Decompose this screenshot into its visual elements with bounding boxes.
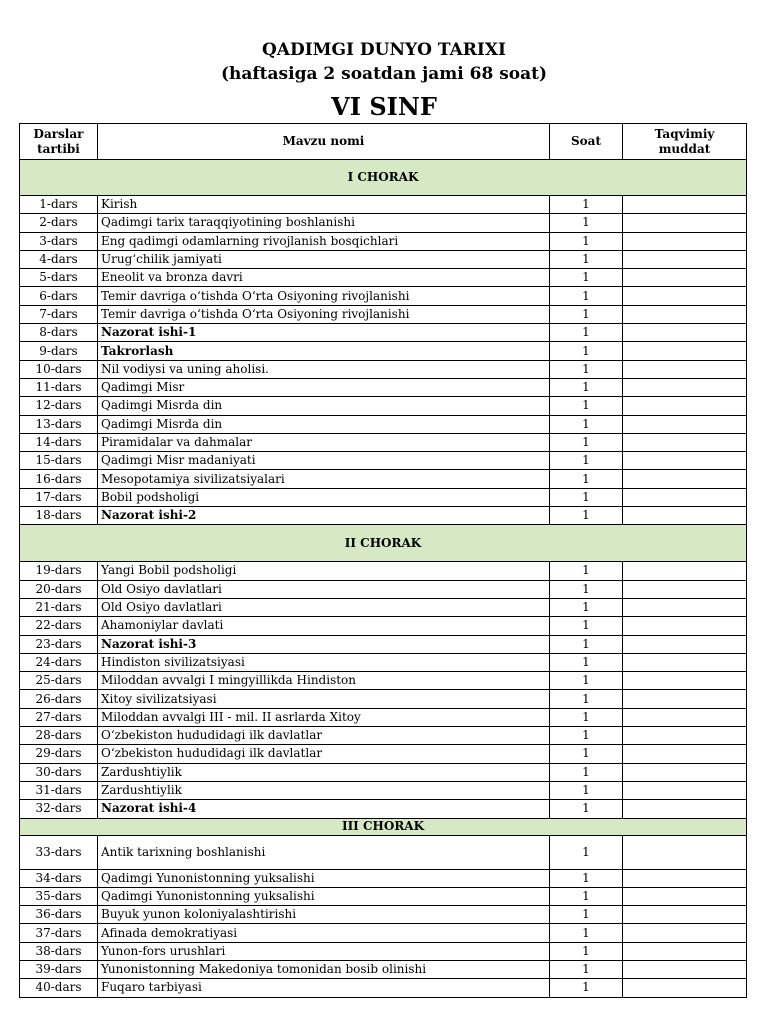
table-row — [20, 415, 747, 433]
lesson-hours: 1 — [550, 580, 623, 598]
lesson-number: 16-dars — [20, 470, 98, 488]
lesson-topic: Bobil podsholigi — [98, 488, 550, 506]
table-row — [20, 727, 747, 745]
lesson-number: 12-dars — [20, 397, 98, 415]
lesson-date-cell — [623, 672, 747, 690]
lesson-date-cell — [623, 708, 747, 726]
lesson-date-cell — [623, 507, 747, 525]
lesson-date-cell — [623, 745, 747, 763]
lesson-topic: Zardushtiylik — [98, 763, 550, 781]
lesson-date-cell — [623, 269, 747, 287]
lesson-topic: Kirish — [98, 196, 550, 214]
lesson-date-cell — [623, 470, 747, 488]
lesson-topic: Old Osiyo davlatlari — [98, 580, 550, 598]
lesson-number: 22-dars — [20, 617, 98, 635]
lesson-number: 34-dars — [20, 869, 98, 887]
lesson-date-cell — [623, 580, 747, 598]
lesson-hours: 1 — [550, 727, 623, 745]
table-row — [20, 287, 747, 305]
lesson-hours: 1 — [550, 653, 623, 671]
lesson-date-cell — [623, 781, 747, 799]
table-row — [20, 214, 747, 232]
header-calendar-date — [623, 124, 747, 160]
lesson-number: 37-dars — [20, 924, 98, 942]
table-header-row — [20, 124, 747, 160]
lesson-hours: 1 — [550, 924, 623, 942]
lesson-topic: Eneolit va bronza davri — [98, 269, 550, 287]
lesson-plan-table — [19, 123, 747, 998]
lesson-date-cell — [623, 287, 747, 305]
lesson-hours: 1 — [550, 232, 623, 250]
table-row — [20, 232, 747, 250]
lesson-hours: 1 — [550, 342, 623, 360]
document-title: QADIMGI DUNYO TARIXI — [261, 40, 506, 60]
lesson-topic: Urug‘chilik jamiyati — [98, 250, 550, 268]
lesson-hours: 1 — [550, 672, 623, 690]
table-row — [20, 598, 747, 616]
lesson-date-cell — [623, 196, 747, 214]
lesson-number: 24-dars — [20, 653, 98, 671]
table-row — [20, 800, 747, 818]
lesson-number: 11-dars — [20, 378, 98, 396]
table-row — [20, 305, 747, 323]
lesson-topic: Miloddan avvalgi III - mil. II asrlarda Xitoy — [98, 708, 550, 726]
lesson-number: 3-dars — [20, 232, 98, 250]
lesson-number: 21-dars — [20, 598, 98, 616]
lesson-date-cell — [623, 924, 747, 942]
lesson-date-cell — [623, 397, 747, 415]
lesson-topic: Miloddan avvalgi I mingyillikda Hindiston — [98, 672, 550, 690]
lesson-topic: Temir davriga o‘tishda O‘rta Osiyoning rivojlanishi — [98, 305, 550, 323]
lesson-topic: O‘zbekiston hududidagi ilk davlatlar — [98, 727, 550, 745]
header-hours: Soat — [550, 124, 623, 160]
lesson-date-cell — [623, 800, 747, 818]
lesson-hours: 1 — [550, 800, 623, 818]
lesson-hours: 1 — [550, 196, 623, 214]
table-row — [20, 942, 747, 960]
lesson-hours: 1 — [550, 835, 623, 869]
lesson-topic: Mesopotamiya sivilizatsiyalari — [98, 470, 550, 488]
lesson-date-cell — [623, 415, 747, 433]
lesson-date-cell — [623, 869, 747, 887]
table-row — [20, 835, 747, 869]
lesson-number: 36-dars — [20, 906, 98, 924]
table-body — [20, 160, 747, 998]
lesson-number: 38-dars — [20, 942, 98, 960]
lesson-number: 7-dars — [20, 305, 98, 323]
table-row — [20, 488, 747, 506]
lesson-date-cell — [623, 250, 747, 268]
lesson-topic: Qadimgi tarix taraqqiyotining boshlanishi — [98, 214, 550, 232]
lesson-date-cell — [623, 906, 747, 924]
lesson-hours: 1 — [550, 397, 623, 415]
lesson-date-cell — [623, 942, 747, 960]
lesson-hours: 1 — [550, 635, 623, 653]
lesson-date-cell — [623, 360, 747, 378]
lesson-date-cell — [623, 488, 747, 506]
table-row — [20, 869, 747, 887]
table-row — [20, 324, 747, 342]
document-subtitle: (haftasiga 2 soatdan jami 68 soat) — [220, 64, 548, 84]
lesson-date-cell — [623, 232, 747, 250]
lesson-hours: 1 — [550, 214, 623, 232]
quarter-header-row — [20, 818, 747, 835]
lesson-date-cell — [623, 635, 747, 653]
table-row — [20, 470, 747, 488]
header-lesson-order-line1: Darslar — [33, 126, 84, 141]
lesson-number: 25-dars — [20, 672, 98, 690]
lesson-hours: 1 — [550, 979, 623, 997]
lesson-number: 29-dars — [20, 745, 98, 763]
lesson-topic: Yangi Bobil podsholigi — [98, 562, 550, 580]
table-row — [20, 360, 747, 378]
table-row — [20, 960, 747, 978]
table-row — [20, 452, 747, 470]
lesson-date-cell — [623, 324, 747, 342]
lesson-topic: Xitoy sivilizatsiyasi — [98, 690, 550, 708]
lesson-topic: Yunonistonning Makedoniya tomonidan bosib olinishi — [98, 960, 550, 978]
table-row — [20, 635, 747, 653]
lesson-topic: Qadimgi Yunonistonning yuksalishi — [98, 869, 550, 887]
lesson-number: 23-dars — [20, 635, 98, 653]
lesson-number: 32-dars — [20, 800, 98, 818]
lesson-topic: Qadimgi Yunonistonning yuksalishi — [98, 887, 550, 905]
lesson-hours: 1 — [550, 942, 623, 960]
lesson-hours: 1 — [550, 305, 623, 323]
lesson-number: 27-dars — [20, 708, 98, 726]
lesson-hours: 1 — [550, 781, 623, 799]
table-row — [20, 979, 747, 997]
lesson-number: 1-dars — [20, 196, 98, 214]
table-row — [20, 672, 747, 690]
table-row — [20, 196, 747, 214]
table-row — [20, 433, 747, 451]
header-topic: Mavzu nomi — [98, 124, 550, 160]
table-row — [20, 887, 747, 905]
table-row — [20, 562, 747, 580]
table-row — [20, 745, 747, 763]
table-row — [20, 690, 747, 708]
lesson-number: 14-dars — [20, 433, 98, 451]
lesson-number: 31-dars — [20, 781, 98, 799]
lesson-date-cell — [623, 690, 747, 708]
table-row — [20, 397, 747, 415]
lesson-topic: Eng qadimgi odamlarning rivojlanish bosqichlari — [98, 232, 550, 250]
lesson-hours: 1 — [550, 378, 623, 396]
lesson-topic: Ahamoniylar davlati — [98, 617, 550, 635]
table-row — [20, 653, 747, 671]
lesson-number: 5-dars — [20, 269, 98, 287]
lesson-number: 19-dars — [20, 562, 98, 580]
lesson-hours: 1 — [550, 562, 623, 580]
lesson-number: 30-dars — [20, 763, 98, 781]
lesson-topic: Nil vodiysi va uning aholisi. — [98, 360, 550, 378]
table-row — [20, 906, 747, 924]
lesson-date-cell — [623, 598, 747, 616]
lesson-number: 33-dars — [20, 835, 98, 869]
lesson-hours: 1 — [550, 250, 623, 268]
table-row — [20, 617, 747, 635]
lesson-number: 15-dars — [20, 452, 98, 470]
lesson-number: 4-dars — [20, 250, 98, 268]
lesson-hours: 1 — [550, 452, 623, 470]
lesson-hours: 1 — [550, 433, 623, 451]
table-row — [20, 924, 747, 942]
lesson-number: 8-dars — [20, 324, 98, 342]
lesson-topic: Yunon-fors urushlari — [98, 942, 550, 960]
lesson-topic: Zardushtiylik — [98, 781, 550, 799]
table-row — [20, 342, 747, 360]
table-row — [20, 763, 747, 781]
lesson-hours: 1 — [550, 324, 623, 342]
table-row — [20, 250, 747, 268]
lesson-topic: Qadimgi Misr madaniyati — [98, 452, 550, 470]
lesson-date-cell — [623, 452, 747, 470]
lesson-hours: 1 — [550, 598, 623, 616]
lesson-topic: Nazorat ishi-1 — [98, 324, 550, 342]
lesson-topic: Qadimgi Misrda din — [98, 415, 550, 433]
lesson-date-cell — [623, 979, 747, 997]
lesson-date-cell — [623, 433, 747, 451]
quarter-title: III CHORAK — [20, 818, 747, 835]
lesson-number: 6-dars — [20, 287, 98, 305]
lesson-number: 18-dars — [20, 507, 98, 525]
lesson-hours: 1 — [550, 745, 623, 763]
lesson-topic: Nazorat ishi-2 — [98, 507, 550, 525]
lesson-number: 40-dars — [20, 979, 98, 997]
lesson-number: 39-dars — [20, 960, 98, 978]
lesson-topic: Temir davriga o‘tishda O‘rta Osiyoning rivojlanishi — [98, 287, 550, 305]
lesson-topic: Antik tarixning boshlanishi — [98, 835, 550, 869]
lesson-hours: 1 — [550, 708, 623, 726]
lesson-topic: Fuqaro tarbiyasi — [98, 979, 550, 997]
lesson-number: 35-dars — [20, 887, 98, 905]
lesson-date-cell — [623, 727, 747, 745]
lesson-topic: Nazorat ishi-4 — [98, 800, 550, 818]
lesson-hours: 1 — [550, 470, 623, 488]
table-row — [20, 507, 747, 525]
lesson-hours: 1 — [550, 887, 623, 905]
lesson-topic: O‘zbekiston hududidagi ilk davlatlar — [98, 745, 550, 763]
lesson-date-cell — [623, 562, 747, 580]
quarter-title: II CHORAK — [20, 525, 747, 562]
lesson-hours: 1 — [550, 269, 623, 287]
quarter-header-row — [20, 160, 747, 196]
grade-title: VI SINF — [331, 92, 437, 121]
header-calendar-line2: muddat — [658, 141, 711, 156]
table-row — [20, 708, 747, 726]
lesson-date-cell — [623, 305, 747, 323]
lesson-topic: Hindiston sivilizatsiyasi — [98, 653, 550, 671]
lesson-number: 2-dars — [20, 214, 98, 232]
lesson-number: 26-dars — [20, 690, 98, 708]
lesson-number: 10-dars — [20, 360, 98, 378]
lesson-date-cell — [623, 960, 747, 978]
lesson-number: 20-dars — [20, 580, 98, 598]
lesson-topic: Piramidalar va dahmalar — [98, 433, 550, 451]
lesson-date-cell — [623, 887, 747, 905]
lesson-topic: Nazorat ishi-3 — [98, 635, 550, 653]
lesson-number: 17-dars — [20, 488, 98, 506]
lesson-hours: 1 — [550, 488, 623, 506]
lesson-date-cell — [623, 342, 747, 360]
table-row — [20, 378, 747, 396]
lesson-hours: 1 — [550, 287, 623, 305]
lesson-hours: 1 — [550, 869, 623, 887]
table-row — [20, 781, 747, 799]
table-row — [20, 580, 747, 598]
lesson-hours: 1 — [550, 360, 623, 378]
lesson-topic: Qadimgi Misr — [98, 378, 550, 396]
header-calendar-line1: Taqvimiy — [654, 126, 715, 141]
header-lesson-order — [20, 124, 98, 160]
lesson-hours: 1 — [550, 507, 623, 525]
lesson-hours: 1 — [550, 415, 623, 433]
quarter-title: I CHORAK — [20, 160, 747, 196]
lesson-hours: 1 — [550, 906, 623, 924]
lesson-date-cell — [623, 835, 747, 869]
lesson-topic: Old Osiyo davlatlari — [98, 598, 550, 616]
lesson-hours: 1 — [550, 690, 623, 708]
lesson-number: 28-dars — [20, 727, 98, 745]
lesson-number: 9-dars — [20, 342, 98, 360]
lesson-topic: Afinada demokratiyasi — [98, 924, 550, 942]
lesson-topic: Takrorlash — [98, 342, 550, 360]
lesson-date-cell — [623, 214, 747, 232]
lesson-hours: 1 — [550, 960, 623, 978]
lesson-date-cell — [623, 378, 747, 396]
table-row — [20, 269, 747, 287]
lesson-hours: 1 — [550, 763, 623, 781]
lesson-date-cell — [623, 763, 747, 781]
lesson-topic: Qadimgi Misrda din — [98, 397, 550, 415]
quarter-header-row — [20, 525, 747, 562]
lesson-hours: 1 — [550, 617, 623, 635]
lesson-date-cell — [623, 653, 747, 671]
lesson-topic: Buyuk yunon koloniyalashtirishi — [98, 906, 550, 924]
lesson-date-cell — [623, 617, 747, 635]
header-lesson-order-line2: tartibi — [37, 141, 80, 156]
lesson-number: 13-dars — [20, 415, 98, 433]
